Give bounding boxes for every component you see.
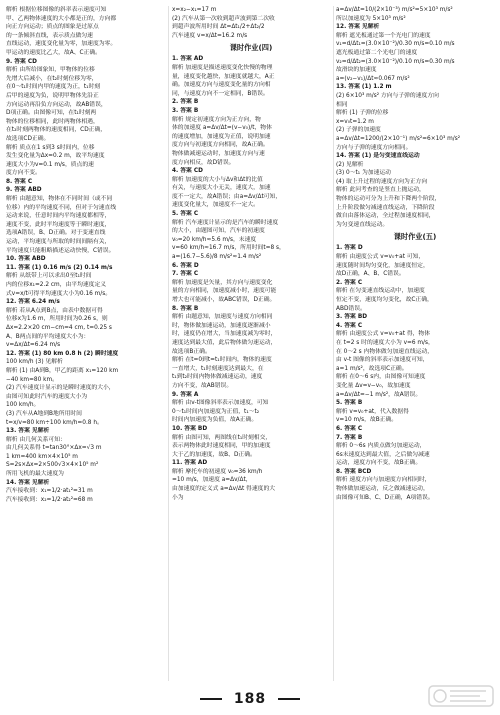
text-line: 度方向与初速度方向相同，故A正确。 <box>172 142 269 149</box>
text-line: v=10 m/s，故B正确。 <box>336 417 398 424</box>
text-line: 由几何关系得 t=tan30°×Δx=√3 m <box>6 445 102 452</box>
text-line: 汽车速度 v=x/Δt=16.2 m/s <box>172 32 248 39</box>
text-line: 运动，平均速度与所取的时间间隔有关， <box>6 239 111 246</box>
answer-line: 12. 答案 见解析 <box>336 24 380 31</box>
text-line: (3) 0～t₁ 为加速运动 <box>336 170 391 177</box>
text-line: 向正方向运动；质点的图象是过原点 <box>6 24 99 31</box>
text-line: 速度变化量大，加速度不一定大。 <box>172 202 259 209</box>
text-line: 时间内加速度为负值，故A正确。 <box>172 417 258 424</box>
text-line: 时，物体做加速运动，加速度逐渐减小 <box>172 322 271 329</box>
text-line: 甲运动的速度比乙大，故A、C正确。 <box>6 49 101 56</box>
answer-line: 7. 答案 C <box>172 271 199 278</box>
text-line: 解析 此问考查的是竖直上抛运动， <box>336 187 425 194</box>
text-line: 先增大后减小，在t₂时刻位移为零， <box>6 75 98 82</box>
text-line: 故D正确，A、B、C错误。 <box>336 271 405 278</box>
column-left <box>6 6 166 504</box>
text-line: 速度达到最大值，此后物体做匀速运动， <box>172 339 277 346</box>
text-line: v=60 km/h≈16.7 m/s，所用时间t=8 s， <box>172 245 285 252</box>
answer-line: 5. 答案 B <box>336 400 363 407</box>
text-line: 解析 加速度是描述速度变化快慢的物理 <box>172 64 273 71</box>
text-line: 遮光板通过第二个光电门的速度 <box>336 49 418 56</box>
text-line: 解析 由速度公式 v=v₀+at 得，物体 <box>336 331 431 338</box>
text-line: 速度随时间均匀变化，加速度恒定， <box>336 262 429 269</box>
answer-line: 9. 答案 CD <box>6 58 37 65</box>
text-line: 相同 <box>336 101 348 108</box>
text-line: 表示两物体此时速度相同，甲的加速度 <box>172 443 271 450</box>
answer-line: 10. 答案 ABD <box>6 256 46 263</box>
text-line: 解析 质点在1 s到3 s时间内，位移 <box>6 144 95 151</box>
text-line: 方向运动再沿负方向运动，故AB错误， <box>6 101 107 108</box>
text-line: (2) 汽车速度计显示的是瞬时速度的大小， <box>6 385 115 392</box>
text-line: a=(v₂−v₁)/Δt≈0.067 m/s² <box>336 75 410 82</box>
answer-line: 9. 答案 ABD <box>6 187 42 194</box>
page-number: 188 <box>233 691 267 707</box>
text-line: 式v=x/t可得平均速度大小为0.16 m/s。 <box>6 290 112 297</box>
text-line: 甲、乙两物体速度的大小都是正的，方向都 <box>6 15 117 22</box>
text-line: 的大小，由题图可知，汽车的初速度 <box>172 228 265 235</box>
text-line: t=x/v=80 km÷100 km/h=0.8 h。 <box>6 419 103 426</box>
answer-line: 14. 答案 (1) 是匀变速直线运动 <box>336 153 420 160</box>
text-line: 由图像可知B、C、D正确，A项错误。 <box>336 494 434 501</box>
text-line: 解析 遮光板通过第一个光电门的速度 <box>336 32 431 39</box>
text-line: 解析 规定初速度方向为正方向，物 <box>172 116 261 123</box>
answer-line: 8. 答案 BCD <box>336 468 372 475</box>
text-line: 解析 由所给图象知，甲物体的位移 <box>6 67 95 74</box>
text-line: 速度大小为v=0.1 m/s，质点的速 <box>6 161 94 168</box>
text-line: 时，速度仍在增大，当加速度减为零时， <box>172 331 277 338</box>
text-line: A、B两点间的平均速度大小为： <box>6 333 90 340</box>
text-line: v₁=d/Δt₁=(3.0×10⁻²)/0.30 m/s=0.10 m/s <box>336 41 455 48</box>
text-line: 到超声波所用时间 Δt=Δt₁/2+Δt₂/2 <box>172 24 265 31</box>
answer-line: 3. 答案 BD <box>336 314 368 321</box>
answer-line: 1. 答案 D <box>336 245 363 252</box>
answer-line: 2. 答案 C <box>336 279 363 286</box>
answer-line: 2. 答案 B <box>172 99 199 106</box>
text-line: 后甲的速度为负，说明甲物体先沿正 <box>6 92 99 99</box>
text-line: 运动来说，任意时间内平均速度都相等， <box>6 213 111 220</box>
text-line: (2) 汽车从第一次收到超声波到第二次收 <box>172 15 275 22</box>
text-line: a=Δv/Δt=10/(2×10⁻³) m/s²=5×10³ m/s² <box>336 7 453 13</box>
answer-line: 11. 答案 (1) 0.16 m/s (2) 0.14 m/s <box>6 264 113 271</box>
text-line: 6s末速度达到最大值，之后做匀减速 <box>336 451 430 458</box>
text-line: 由图可知此时汽车的速度大小为 <box>6 393 88 400</box>
text-line: (2) 6×10³ m/s² 方向与子弹的速度方向 <box>336 92 439 99</box>
text-line: 解析 (1) 由A到B，甲乙的距离 x₁=120 km <box>6 367 119 374</box>
text-line: 内的位移x₁=2.2 cm，由平均速度定义 <box>6 282 107 288</box>
text-line: 所以加速度为 5×10³ m/s² <box>336 15 406 22</box>
answer-line: 11. 答案 AD <box>172 460 208 467</box>
text-line: a=(16.7−5.6)/8 m/s²≈1.4 m/s² <box>172 254 262 261</box>
text-line: 解析 摩托车的初速度 v₀=36 km/h <box>172 468 263 475</box>
text-line: 量，速度变化越快，加速度就越大，A正 <box>172 73 275 80</box>
text-line: ABD错误。 <box>336 305 366 312</box>
column-middle <box>172 6 330 502</box>
answer-line: 7. 答案 B <box>336 434 363 441</box>
text-line: −40 km=80 km。 <box>6 376 58 383</box>
text-line: 解析 由速度公式 v=v₀+at 可知， <box>336 254 425 261</box>
text-line: x=x₂−x₁=17 m <box>172 7 217 13</box>
text-line: 上升阶段做匀减速直线运动，下降阶段 <box>336 204 435 211</box>
text-line: a=Δv/Δt=1200/(2×10⁻¹) m/s²=6×10³ m/s² <box>336 135 461 142</box>
text-line: 的速度增加，加速度为正值，说明加速 <box>172 133 271 140</box>
text-line: 物体的运动可分为上升和下降两个阶段， <box>336 196 441 203</box>
text-line: 在 0～2 s 内物体做匀加速直线运动， <box>336 348 434 355</box>
text-line: 直线运动，速度变化量为零，加速度为零。 <box>6 41 117 48</box>
text-line: a=Δv/Δt=−1 m/s²，故A错误。 <box>336 391 422 398</box>
text-line: 解析 由题意知，物体在不同时间（或不同 <box>6 196 113 203</box>
text-line: 100 km/h (3) 见解析 <box>6 359 63 366</box>
text-line: 解析 v=v₀+at，代入数据得 <box>336 408 409 415</box>
answer-line: 6. 答案 D <box>172 262 199 269</box>
answer-line: 10. 答案 BD <box>172 425 208 432</box>
text-line: 1 km=400 km×4×10⁵ m <box>6 453 78 460</box>
section-title: 课时作业(四) <box>229 43 273 53</box>
answer-line: 13. 答案 见解析 <box>6 428 50 435</box>
text-line: 增大也可能减小，故ABC错误，D正确。 <box>172 297 276 303</box>
watermark-logo-icon <box>428 683 494 709</box>
column-divider <box>168 6 169 681</box>
answer-line: 12. 答案 6.24 m/s <box>6 299 60 306</box>
text-line: 故滑块的加速度 <box>336 67 377 74</box>
text-line: 在t₂时刻两物体的速度相同，CD正确， <box>6 127 107 134</box>
text-line: 平均速度只能粗略描述运动快慢，C错误。 <box>6 247 115 254</box>
text-line: 由加速度的定义式 a=Δv/Δt 得速度的大 <box>172 486 276 493</box>
column-divider <box>333 6 334 681</box>
text-line: 物体做减速运动时，加速度方向与速 <box>172 150 265 157</box>
text-line: 在 t=2 s 时的速度大小为 v=6 m/s， <box>336 339 434 346</box>
text-line: 解析 加速度是矢量，其方向与速度变化 <box>172 279 273 286</box>
text-line: 解析 根据位移图像的斜率表示速度可知 <box>6 7 107 13</box>
text-line: (2) 见解析 <box>336 161 364 168</box>
text-line: 恒定不变，速度均匀变化，故C正确， <box>336 297 433 303</box>
answer-line: 13. 答案 (1) 1.2 m <box>336 84 392 91</box>
text-line: 解析 在t=0到t=t₁时间内，物体的速度 <box>172 357 272 364</box>
text-line: 度方向相反，故D错误。 <box>172 159 235 166</box>
text-line: 解析 由几何关系可知： <box>6 436 66 443</box>
footer-dash-right <box>278 698 300 700</box>
answer-line: 4. 答案 C <box>336 322 363 329</box>
text-line: 度方向不变。 <box>6 170 41 177</box>
text-line: 位移）内的平均速度不同，但对于匀速直线 <box>6 204 117 211</box>
text-line: 物体做加速运动，反之做减速运动， <box>336 486 429 493</box>
answer-line: 4. 答案 CD <box>172 168 203 175</box>
text-line: (4) 取上升过程的速度方向为正方向 <box>336 178 428 185</box>
answer-line: 8. 答案 C <box>6 178 33 185</box>
text-line: 大于乙的加速度，故B、D正确。 <box>172 451 256 458</box>
text-line: v₂=d/Δt₂=(3.0×10⁻²)/0.10 m/s=0.30 m/s <box>336 58 455 65</box>
text-line: Δx=2.2×20 cm−cm=4 cm, t=0.25 s <box>6 324 112 331</box>
text-line: 解析 0～6s 内质点做匀加速运动， <box>336 443 426 450</box>
answer-line: 6. 答案 C <box>336 425 363 432</box>
text-line: 故选项CD正确。 <box>6 135 50 142</box>
text-line: 位移x为1.6 m，所用时间为0.26 s，则 <box>6 316 108 323</box>
text-line: 一直增大，t₁时刻速度达到最大，在 <box>172 365 264 372</box>
text-line: 故选项B正确。 <box>172 348 211 355</box>
text-line: 解析 由图可知，两图线在t₁时刻相交， <box>172 434 272 441</box>
text-line: 发生变化量为Δx=0.2 m，故平均速度 <box>6 153 105 160</box>
text-line: 解析 (1) 子弹的位移 <box>336 110 389 117</box>
footer-dash-left <box>200 698 222 700</box>
text-line: D项正确。由图像可知，在t₁时刻两 <box>6 110 97 117</box>
text-line: 解析 汽车速度计显示的是汽车的瞬时速度 <box>172 219 279 226</box>
text-line: 解析 从纸带上可以求出0至t₁时间 <box>6 273 92 280</box>
column-right <box>336 6 494 502</box>
answer-line: 3. 答案 B <box>172 107 199 114</box>
text-line: 在0～t₁时间内甲的速度为正，t₁时刻 <box>6 84 101 91</box>
text-line: a=1 m/s²，故选项C正确。 <box>336 365 408 372</box>
answer-line: 8. 答案 B <box>172 305 199 312</box>
text-line: (3) 汽车从A地到B地所用时间 <box>6 410 82 417</box>
answer-line: 5. 答案 C <box>172 211 199 218</box>
text-line: =10 m/s，加速度 a=Δv/Δt， <box>172 477 252 484</box>
text-line: 汽车接收到：x₂=1/2·at₂²=68 m <box>6 496 93 503</box>
text-line: 0～t₁时间内加速度为正值，t₁～t₂ <box>172 408 260 415</box>
text-line: v₀=20 km/h≈5.6 m/s，末速度 <box>172 236 257 243</box>
text-line: 小为 <box>172 494 184 501</box>
text-line: t₁到t₂时间内物体做减速运动，速度 <box>172 374 263 381</box>
text-line: 解析 由v-t图像斜率表示加速度，可知 <box>172 400 269 407</box>
answer-line: 14. 答案 见解析 <box>6 479 50 486</box>
text-line: x=v₀t=1.2 m <box>336 118 374 125</box>
text-line: v=Δx/Δt=6.24 m/s <box>6 342 61 349</box>
text-line: 做自由落体运动，全过程加速度相同， <box>336 213 435 220</box>
text-line: 速度不变，此时平均速度等于瞬时速度， <box>6 221 111 228</box>
text-line: 解析 若从A点到B点，由表中数据可得 <box>6 307 103 314</box>
text-line: 有关，与速度大小无关，速度大，加速 <box>172 185 271 192</box>
section-title: 课时作业(五) <box>393 232 437 242</box>
page-number-footer <box>0 691 500 707</box>
text-line: 汽车接收到：x₁=1/2·at₁²=31 m <box>6 488 93 495</box>
text-line: 同，与速度方向不一定相同，B错误。 <box>172 90 269 97</box>
text-line: 确。加速度方向与速度变化量的方向相 <box>172 82 271 89</box>
text-line: S=2s×Δx=2×500√3×4×10⁵ m² <box>6 462 99 469</box>
text-line: 所用飞机的最大速度为 <box>6 471 64 478</box>
answer-line: 12. 答案 (1) 80 km 0.8 h (2) 瞬时速度 <box>6 350 119 357</box>
answer-line: 1. 答案 AD <box>172 56 204 63</box>
text-line: 解析 由题意知，加速度与速度方向相同 <box>172 314 273 321</box>
text-line: 运动，速度方向不变，故B正确。 <box>336 460 422 467</box>
text-line: 量的方向相同，加速度减小时，速度可能 <box>172 288 277 295</box>
text-line: 解析 加速度的大小与Δv和Δt的比值 <box>172 176 263 183</box>
text-line: 解析 速度方向与加速度方向相同时， <box>336 477 431 484</box>
text-line: 变化量 Δv=v−v₀，故加速度 <box>336 382 411 389</box>
text-line: 100 km/h。 <box>6 402 40 409</box>
text-line: 选项A错误，B、D正确。对于变速直线 <box>6 230 106 237</box>
text-line: 方向与子弹的速度方向相同。 <box>336 144 412 151</box>
text-line: 的一条倾斜直线，表示质点做匀速 <box>6 32 93 39</box>
text-line: 物体的位移相同，此时两物体相遇， <box>6 118 99 125</box>
text-line: 解析 在0～6 s内，由图像可知速度 <box>336 374 426 381</box>
text-line: 为匀变速直线运动。 <box>336 221 389 228</box>
text-line: 体的加速度 a=Δv/Δt=(v−v₀)/t，物体 <box>172 125 272 132</box>
text-line: (2) 子弹的加速度 <box>336 127 381 134</box>
text-line: 方向不变，故AB错误。 <box>172 382 233 389</box>
text-line: 度不一定大，故A错误；由a=Δv/Δt可知， <box>172 193 282 200</box>
text-line: 解析 在匀变速直线运动中，加速度 <box>336 288 425 295</box>
text-line: 由 v-t 图像的斜率表示加速度可知， <box>336 357 429 364</box>
answer-line: 9. 答案 A <box>172 391 199 398</box>
